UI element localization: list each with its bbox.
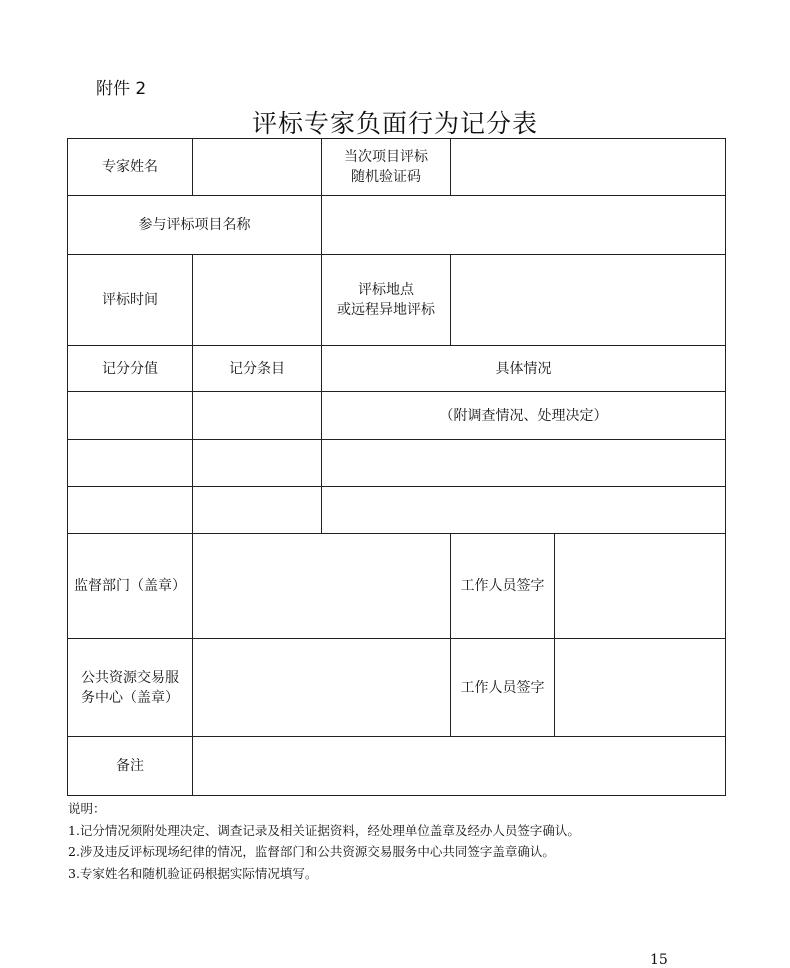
details-field[interactable] bbox=[322, 440, 726, 487]
table-row bbox=[68, 346, 726, 392]
expert-name-field[interactable] bbox=[193, 139, 322, 196]
col-header-score-value: 记分分值 bbox=[68, 346, 193, 392]
table-row bbox=[68, 737, 726, 796]
table-row bbox=[68, 196, 726, 255]
col-header-details: 具体情况 bbox=[322, 346, 726, 392]
expert-name-label: 专家姓名 bbox=[68, 139, 193, 196]
notes-heading: 说明： bbox=[68, 801, 106, 816]
eval-location-label: 评标地点 或远程异地评标 bbox=[322, 255, 451, 346]
eval-time-label: 评标时间 bbox=[68, 255, 193, 346]
note-item: 2.涉及违反评标现场纪律的情况，监督部门和公共资源交易服务中心共同签字盖章确认。 bbox=[68, 844, 555, 859]
score-value-field[interactable] bbox=[68, 392, 193, 440]
table-row bbox=[68, 440, 726, 487]
staff-signature-label: 工作人员签字 bbox=[451, 534, 555, 639]
note-item: 1.记分情况须附处理决定、调查记录及相关证据资料，经处理单位盖章及经办人员签字确认。 bbox=[68, 822, 580, 838]
score-item-field[interactable] bbox=[193, 440, 322, 487]
note-item: 3.专家姓名和随机验证码根据实际情况填写。 bbox=[68, 865, 318, 881]
remarks-field[interactable] bbox=[193, 737, 726, 796]
remarks-label: 备注 bbox=[68, 737, 193, 796]
table-row bbox=[68, 487, 726, 534]
project-name-field[interactable] bbox=[322, 196, 726, 255]
attachment-label: 附件 2 bbox=[96, 79, 147, 99]
details-hint[interactable]: （附调查情况、处理决定） bbox=[322, 392, 726, 440]
trade-center-label: 公共资源交易服 务中心（盖章） bbox=[68, 639, 193, 737]
score-form-table bbox=[67, 138, 726, 796]
details-field[interactable] bbox=[322, 487, 726, 534]
score-item-field[interactable] bbox=[193, 392, 322, 440]
table-row bbox=[68, 255, 726, 346]
project-name-label: 参与评标项目名称 bbox=[68, 196, 322, 255]
staff-signature-field[interactable] bbox=[555, 639, 726, 737]
eval-time-field[interactable] bbox=[193, 255, 322, 346]
table-row bbox=[68, 534, 726, 639]
table-row bbox=[68, 139, 726, 196]
verification-code-label: 当次项目评标 随机验证码 bbox=[322, 139, 451, 196]
supervision-dept-label: 监督部门（盖章） bbox=[68, 534, 193, 639]
page-number: 15 bbox=[650, 952, 668, 968]
score-value-field[interactable] bbox=[68, 440, 193, 487]
staff-signature-label: 工作人员签字 bbox=[451, 639, 555, 737]
table-row bbox=[68, 639, 726, 737]
eval-location-field[interactable] bbox=[451, 255, 726, 346]
staff-signature-field[interactable] bbox=[555, 534, 726, 639]
score-value-field[interactable] bbox=[68, 487, 193, 534]
trade-center-stamp-field[interactable] bbox=[193, 639, 451, 737]
score-item-field[interactable] bbox=[193, 487, 322, 534]
verification-code-field[interactable] bbox=[451, 139, 726, 196]
table-row bbox=[68, 392, 726, 440]
supervision-stamp-field[interactable] bbox=[193, 534, 451, 639]
col-header-score-item: 记分条目 bbox=[193, 346, 322, 392]
notes-section bbox=[68, 798, 580, 884]
page-title: 评标专家负面行为记分表 bbox=[251, 109, 538, 138]
